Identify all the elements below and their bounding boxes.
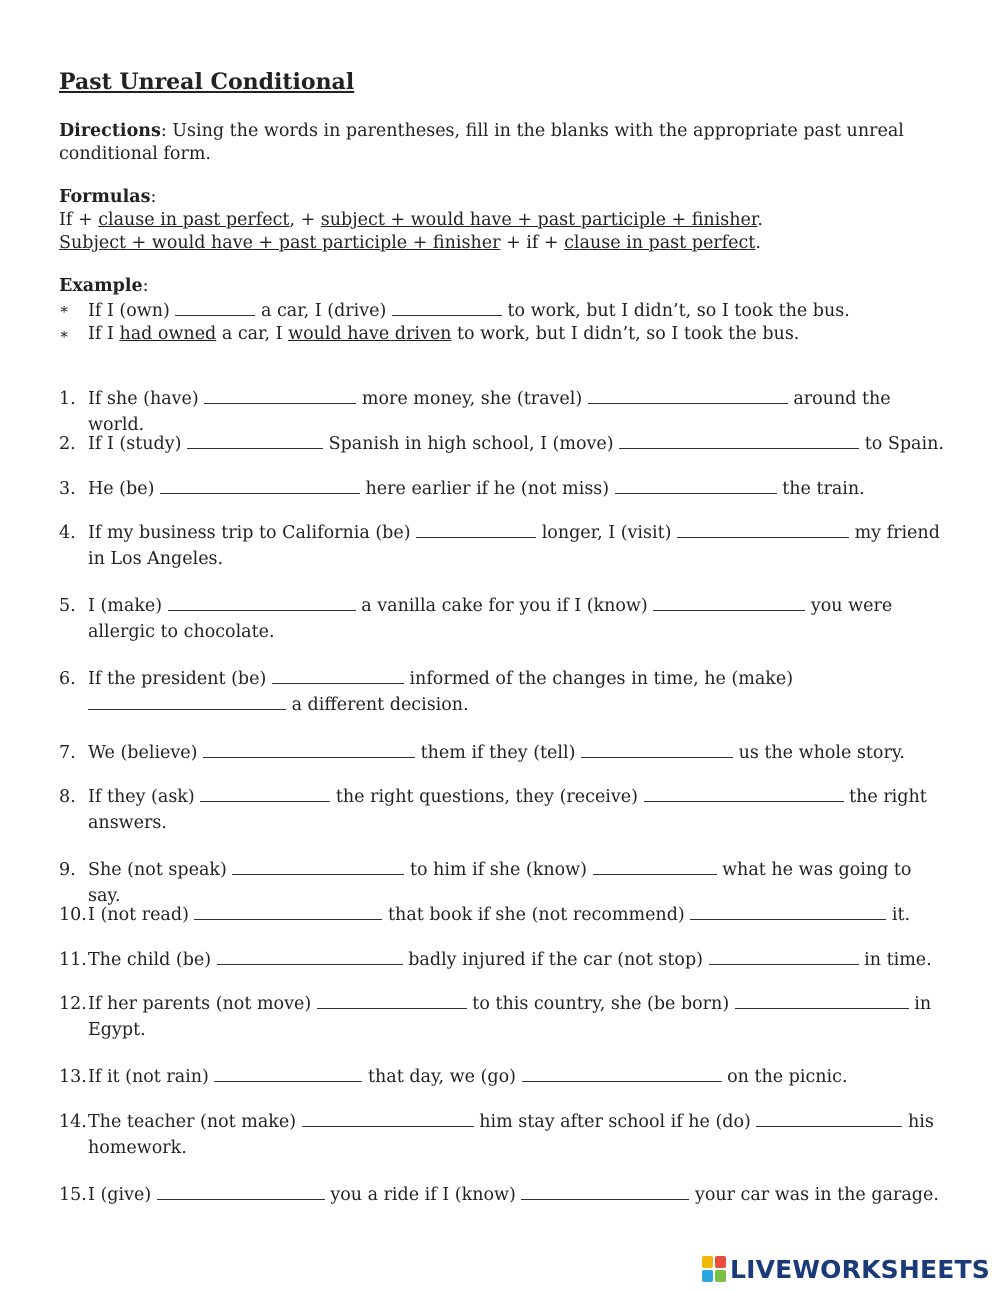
answer-blank[interactable]	[593, 857, 717, 875]
item-number: 9.	[59, 860, 76, 880]
item-text: He (be)	[88, 479, 160, 499]
item-text: The child (be)	[88, 950, 217, 970]
answer-blank[interactable]	[302, 1109, 474, 1127]
exercise-item	[59, 520, 949, 572]
exercise-item	[59, 784, 949, 836]
answer-blank[interactable]	[644, 784, 844, 802]
exercise-item	[59, 991, 949, 1043]
exercise-item	[59, 666, 949, 718]
item-text: If her parents (not move)	[88, 994, 317, 1014]
answer-blank[interactable]	[416, 520, 536, 538]
answer-blank[interactable]	[677, 520, 849, 538]
item-text: what he was going to say.	[88, 860, 912, 906]
item-number: 13.	[59, 1067, 87, 1087]
item-text: in Egypt.	[88, 994, 932, 1040]
example-text: a car, I	[216, 324, 289, 344]
directions	[59, 120, 949, 166]
item-text: longer, I (visit)	[536, 523, 678, 543]
answer-blank[interactable]	[168, 593, 356, 611]
formula-text: .	[755, 233, 761, 253]
liveworksheets-logo	[702, 1252, 990, 1286]
item-text: She (not speak)	[88, 860, 233, 880]
formula-text: .	[757, 210, 763, 230]
answer-blank[interactable]	[619, 431, 859, 449]
answer-blank[interactable]	[735, 991, 909, 1009]
formulas-label: Formulas	[59, 187, 151, 207]
answer-blank[interactable]	[581, 740, 733, 758]
example-text: If I (own)	[88, 301, 176, 321]
item-text: a different decision.	[286, 695, 469, 715]
item-number: 1.	[59, 389, 76, 409]
answer-blank[interactable]	[272, 666, 404, 684]
item-text: If they (ask)	[88, 787, 201, 807]
example-answer: would have driven	[288, 324, 452, 344]
logo-text: LIVEWORKSHEETS	[729, 1254, 990, 1284]
example-blank	[392, 298, 502, 316]
answer-blank[interactable]	[160, 476, 360, 494]
item-text: you were allergic to chocolate.	[88, 596, 893, 642]
item-text: in time.	[858, 950, 932, 970]
item-text: him stay after school if he (do)	[473, 1112, 757, 1132]
page-title: Past Unreal Conditional	[59, 69, 355, 95]
item-text: his homework.	[88, 1112, 934, 1158]
item-text: that day, we (go)	[362, 1067, 522, 1087]
formula-line-2	[59, 232, 949, 255]
worksheet	[59, 66, 949, 346]
item-text: If it (not rain)	[88, 1067, 215, 1087]
item-text: a vanilla cake for you if I (know)	[355, 596, 654, 616]
exercise-item	[59, 1064, 949, 1090]
example-label: Example	[59, 276, 143, 296]
answer-blank[interactable]	[756, 1109, 902, 1127]
exercise-item	[59, 593, 949, 645]
item-number: 7.	[59, 743, 76, 763]
formula-part: clause in past perfect	[98, 210, 290, 230]
exercise-item	[59, 902, 949, 928]
item-number: 10.	[59, 905, 87, 925]
formula-text: , +	[289, 210, 321, 230]
answer-blank[interactable]	[588, 386, 788, 404]
item-text: your car was in the garage.	[689, 1185, 939, 1205]
bullet-icon: ∗	[59, 300, 70, 318]
answer-blank[interactable]	[194, 902, 382, 920]
item-number: 5.	[59, 596, 76, 616]
formula-text: If +	[59, 210, 99, 230]
exercise-item	[59, 740, 949, 766]
answer-blank[interactable]	[88, 692, 286, 710]
item-text: informed of the changes in time, he (make)	[403, 669, 794, 689]
answer-blank[interactable]	[214, 1064, 362, 1082]
bullet-icon: ∗	[59, 325, 70, 343]
answer-blank[interactable]	[187, 431, 323, 449]
answer-blank[interactable]	[709, 947, 859, 965]
example-line-2	[59, 323, 949, 346]
exercise-item	[59, 1109, 949, 1161]
item-number: 11.	[59, 950, 87, 970]
answer-blank[interactable]	[615, 476, 777, 494]
item-text: them if they (tell)	[415, 743, 581, 763]
answer-blank[interactable]	[522, 1064, 722, 1082]
item-number: 8.	[59, 787, 76, 807]
directions-label: Directions	[59, 121, 161, 141]
answer-blank[interactable]	[232, 857, 404, 875]
item-text: badly injured if the car (not stop)	[402, 950, 709, 970]
item-number: 2.	[59, 434, 76, 454]
item-text: We (believe)	[88, 743, 204, 763]
answer-blank[interactable]	[521, 1182, 689, 1200]
example-text: a car, I (drive)	[255, 301, 392, 321]
item-text: around the world.	[88, 389, 891, 435]
item-number: 6.	[59, 669, 76, 689]
formula-text: + if +	[500, 233, 565, 253]
exercise-item	[59, 947, 949, 973]
item-text: Spanish in high school, I (move)	[323, 434, 620, 454]
answer-blank[interactable]	[690, 902, 886, 920]
formula-part: Subject + would have + past participle + finisher	[59, 233, 501, 253]
formula-part: subject + would have + past participle + finisher	[320, 210, 758, 230]
exercise-item	[59, 1182, 949, 1208]
answer-blank[interactable]	[653, 593, 805, 611]
item-text: you a ride if I (know)	[324, 1185, 522, 1205]
item-text: here earlier if he (not miss)	[359, 479, 615, 499]
item-text: the right questions, they (receive)	[330, 787, 644, 807]
example-text: If I	[88, 324, 120, 344]
item-text: to Spain.	[859, 434, 944, 454]
item-text: If she (have)	[88, 389, 205, 409]
example-answer: had owned	[119, 324, 217, 344]
formula-part: clause in past perfect	[564, 233, 756, 253]
item-number: 14.	[59, 1112, 87, 1132]
exercise-item	[59, 431, 949, 457]
answer-blank[interactable]	[203, 740, 415, 758]
answer-blank[interactable]	[317, 991, 467, 1009]
logo-icon	[702, 1256, 726, 1282]
item-text: If I (study)	[88, 434, 188, 454]
item-text: I (not read)	[88, 905, 195, 925]
formula-line-1	[59, 209, 949, 232]
answer-blank[interactable]	[204, 386, 356, 404]
exercise-item	[59, 476, 949, 502]
directions-text: : Using the words in parentheses, fill in the blanks with the appropriate past unreal conditional form.	[59, 121, 904, 164]
item-text: my friend in Los Angeles.	[88, 523, 940, 569]
item-number: 4.	[59, 523, 76, 543]
item-text: to him if she (know)	[404, 860, 593, 880]
formulas-heading: Formulas:	[59, 187, 157, 207]
item-number: 12.	[59, 994, 87, 1014]
example-text: to work, but I didn’t, so I took the bus.	[501, 301, 850, 321]
item-text: to this country, she (be born)	[466, 994, 735, 1014]
item-text: I (give)	[88, 1185, 157, 1205]
answer-blank[interactable]	[200, 784, 330, 802]
item-text: The teacher (not make)	[88, 1112, 302, 1132]
item-number: 3.	[59, 479, 76, 499]
item-text: that book if she (not recommend)	[382, 905, 691, 925]
example-heading: Example:	[59, 276, 149, 296]
item-text: I (make)	[88, 596, 168, 616]
item-text: on the picnic.	[721, 1067, 848, 1087]
answer-blank[interactable]	[157, 1182, 325, 1200]
item-text: us the whole story.	[733, 743, 905, 763]
item-text: If my business trip to California (be)	[88, 523, 417, 543]
example-line-1	[59, 298, 949, 323]
item-text: the right answers.	[88, 787, 927, 833]
item-text: If the president (be)	[88, 669, 272, 689]
example-blank	[175, 298, 255, 316]
item-text: the train.	[776, 479, 865, 499]
example-text: to work, but I didn’t, so I took the bus.	[451, 324, 800, 344]
answer-blank[interactable]	[217, 947, 403, 965]
item-number: 15.	[59, 1185, 87, 1205]
item-text: more money, she (travel)	[356, 389, 588, 409]
item-text: it.	[886, 905, 911, 925]
